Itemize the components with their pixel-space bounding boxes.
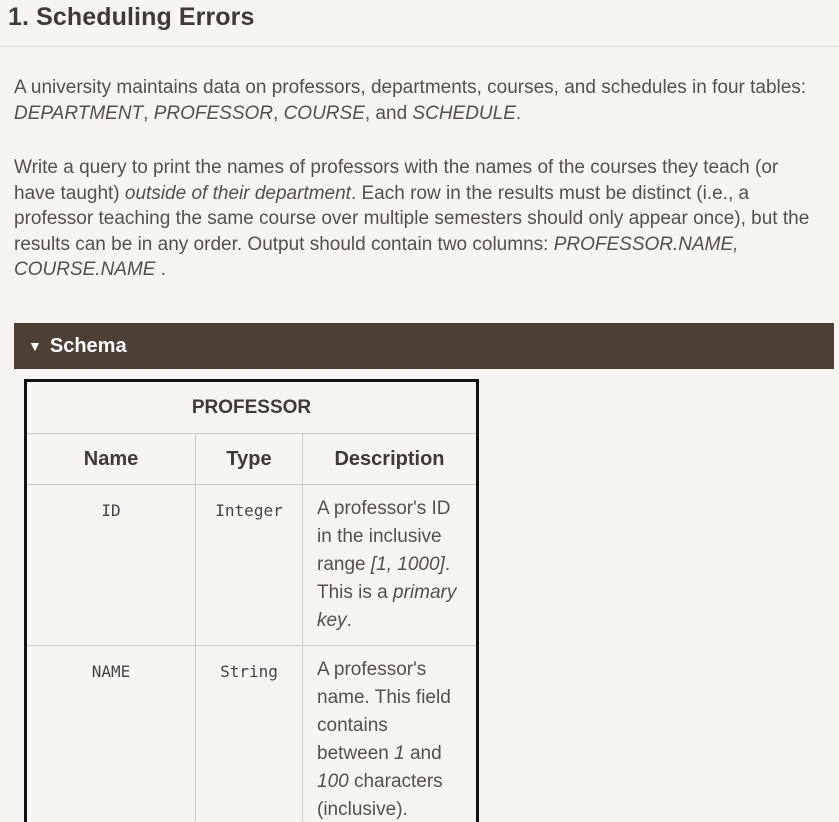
column-header-name: Name — [27, 434, 196, 485]
field-description — [303, 646, 477, 822]
desc-text: . — [346, 610, 352, 631]
title-bar — [0, 0, 839, 47]
task-text: . — [155, 259, 167, 280]
intro-text: A university maintains data on professors, departments, courses, and schedules in four tables: — [14, 77, 807, 98]
table-name-professor: PROFESSOR — [153, 102, 274, 124]
field-description — [303, 485, 477, 646]
desc-text: . This is a — [317, 554, 451, 603]
field-type: String — [196, 646, 303, 822]
problem-title: 1. Scheduling Errors — [8, 3, 255, 31]
desc-emphasis: primary key — [317, 582, 457, 631]
task-emphasis: outside of their department — [124, 182, 351, 204]
intro-text: , — [143, 102, 154, 124]
schema-label: Schema — [49, 334, 127, 357]
desc-emphasis: 100 — [317, 771, 349, 792]
table-name-course: COURSE — [283, 102, 365, 124]
problem-task-paragraph — [0, 155, 839, 283]
field-type: Integer — [196, 485, 303, 646]
schema-table-container — [24, 379, 479, 822]
intro-text: , — [273, 102, 284, 124]
field-name: NAME — [27, 646, 196, 822]
problem-intro-paragraph — [0, 75, 839, 126]
table-caption: PROFESSOR — [27, 382, 476, 434]
column-header-type: Type — [196, 434, 303, 485]
caret-down-icon: ▼ — [28, 338, 42, 354]
desc-emphasis: 1 — [394, 743, 405, 764]
desc-text: A professor's ID in the inclusive range — [317, 498, 451, 575]
table-row — [27, 485, 476, 646]
task-text: Write a query to print the names of professors with the names of the courses they teach (or have taught) — [14, 157, 779, 204]
desc-text: A professor's name. This field contains between — [317, 659, 451, 764]
column-header-description: Description — [303, 434, 477, 485]
desc-text: and — [404, 743, 442, 764]
professor-schema-table — [27, 382, 476, 822]
task-text: . Each row in the results must be distinct (i.e., a professor teaching the same course over multiple semesters should only appear once), but the results can be in any order. Output should contain two columns: — [14, 182, 810, 255]
table-name-schedule: SCHEDULE — [412, 102, 516, 124]
desc-emphasis: [1, 1000] — [370, 554, 445, 575]
table-name-department: DEPARTMENT — [14, 102, 144, 124]
intro-text: . — [515, 102, 522, 124]
table-row — [27, 646, 476, 822]
output-columns: PROFESSOR.NAME, COURSE.NAME — [14, 233, 739, 280]
intro-text: , and — [364, 102, 413, 124]
desc-text: characters (inclusive). — [317, 771, 443, 820]
schema-toggle[interactable] — [14, 323, 834, 369]
field-name: ID — [27, 485, 196, 646]
